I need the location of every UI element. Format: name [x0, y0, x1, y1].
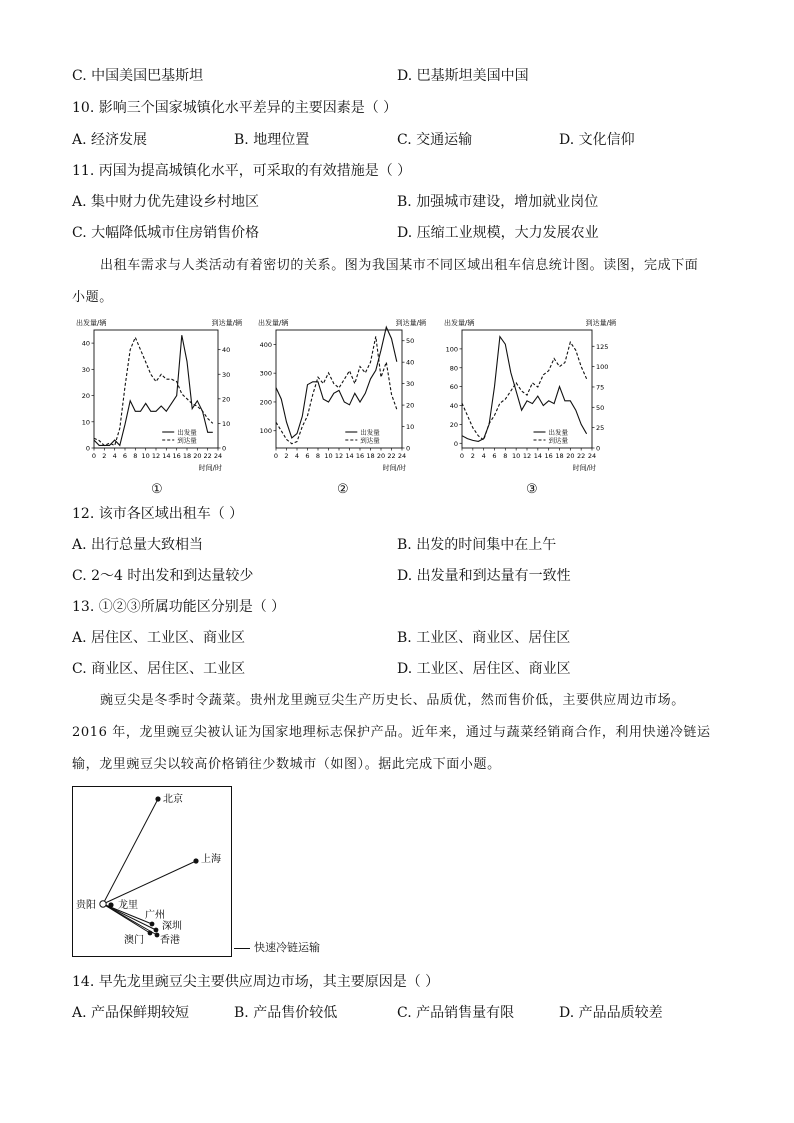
y-right-axis-label: 到达量/辆: [211, 319, 242, 327]
q12-option-a: A. 出行总量大致相当: [72, 537, 204, 553]
x-tick-label: 0: [459, 452, 465, 460]
x-tick-label: 4: [294, 452, 300, 460]
city-dot-beijing: [155, 796, 160, 801]
q10-option-b: B. 地理位置: [234, 132, 310, 148]
legend-label: 出发量: [177, 428, 197, 437]
q13-option-a: A. 居住区、工业区、商业区: [72, 630, 246, 646]
q12-option-d: D. 出发量和到达量有一致性: [397, 568, 571, 584]
legend-label: 出发量: [548, 428, 568, 437]
legend-label: 到达量: [360, 436, 380, 445]
x-tick-label: 22: [387, 452, 396, 460]
city-dot-hongkong: [155, 933, 160, 938]
route-beijing: [103, 799, 158, 904]
y-right-tick-label: 40: [222, 346, 231, 355]
chart-1-label: ①: [151, 482, 163, 497]
x-tick-label: 6: [305, 452, 310, 460]
legend-label: 到达量: [177, 436, 197, 445]
y-right-axis-label: 到达量/辆: [395, 319, 426, 327]
x-tick-label: 18: [366, 452, 375, 460]
x-tick-label: 14: [162, 452, 171, 460]
x-tick-label: 2: [102, 452, 107, 460]
y-right-tick-label: 30: [222, 370, 231, 379]
y-right-tick-label: 25: [596, 424, 605, 433]
taxi-chart-2: [256, 316, 428, 482]
x-tick-label: 24: [587, 452, 597, 460]
map-legend: [234, 939, 320, 955]
city-dot-guiyang: [100, 901, 106, 907]
y-right-tick-label: 0: [596, 444, 601, 453]
x-axis-label: 时间/时: [198, 464, 222, 472]
series-departure-line: [276, 327, 397, 438]
plot-frame: [276, 330, 402, 448]
x-tick-label: 10: [141, 452, 150, 460]
x-tick-label: 12: [522, 452, 532, 460]
q12-stem: 12. 该市各区域出租车（ ）: [72, 506, 244, 522]
y-left-axis-label: 出发量/辆: [76, 319, 107, 327]
x-tick-label: 20: [193, 452, 202, 460]
q11-option-b: B. 加强城市建设，增加就业岗位: [397, 194, 599, 210]
taxi-chart-3: [442, 316, 618, 482]
city-dot-longli: [108, 902, 113, 907]
legend-line: [234, 948, 250, 949]
city-label-beijing: 北京: [163, 794, 183, 805]
y-left-tick-label: 40: [449, 402, 458, 411]
x-tick-label: 8: [133, 452, 138, 460]
x-tick-label: 0: [91, 452, 97, 460]
q14-option-a: A. 产品保鲜期较短: [72, 1005, 190, 1021]
x-tick-label: 24: [397, 452, 407, 460]
q14-option-d: D. 产品品质较差: [559, 1005, 663, 1021]
y-right-tick-label: 50: [596, 403, 605, 412]
x-tick-label: 22: [203, 452, 212, 460]
q10-option-d: D. 文化信仰: [559, 132, 635, 148]
q14-option-c: C. 产品销售量有限: [397, 1005, 515, 1021]
passage1-line1: 出租车需求与人类活动有着密切的关系。图为我国某市不同区域出租车信息统计图。读图，完成下面: [100, 258, 699, 273]
y-left-tick-label: 80: [449, 364, 458, 373]
x-tick-label: 16: [544, 452, 553, 460]
x-tick-label: 14: [345, 452, 354, 460]
y-left-tick-label: 100: [445, 345, 458, 354]
y-left-tick-label: 0: [85, 444, 90, 453]
series-arrival-line: [462, 342, 587, 440]
y-left-tick-label: 100: [259, 427, 272, 436]
x-axis-label: 时间/时: [382, 464, 406, 472]
x-tick-label: 12: [334, 452, 344, 460]
y-right-tick-label: 20: [406, 401, 415, 410]
chart-3-label: ③: [526, 482, 538, 497]
city-dot-shenzhen: [154, 928, 159, 933]
legend-label: 到达量: [548, 436, 568, 445]
x-tick-label: 18: [555, 452, 564, 460]
x-tick-label: 8: [315, 452, 321, 460]
y-left-tick-label: 20: [81, 392, 90, 401]
x-tick-label: 22: [577, 452, 586, 460]
passage1-line2: 小题。: [72, 290, 113, 305]
y-left-tick-label: 30: [81, 365, 90, 374]
city-label-shenzhen: 深圳: [162, 921, 182, 932]
x-tick-label: 24: [213, 452, 223, 460]
y-right-tick-label: 100: [596, 363, 609, 372]
q13-option-b: B. 工业区、商业区、居住区: [397, 630, 571, 646]
x-tick-label: 2: [284, 452, 289, 460]
x-tick-label: 6: [492, 452, 497, 460]
x-tick-label: 10: [512, 452, 521, 460]
y-right-tick-label: 75: [596, 383, 605, 392]
q10-stem: 10. 影响三个国家城镇化水平差异的主要因素是（ ）: [72, 100, 398, 116]
q10-option-c: C. 交通运输: [397, 132, 473, 148]
y-right-tick-label: 125: [596, 342, 609, 351]
cold-chain-map: [72, 786, 232, 958]
x-tick-label: 4: [481, 452, 486, 460]
y-left-axis-label: 出发量/辆: [444, 319, 475, 327]
x-tick-label: 2: [470, 452, 475, 460]
q12-option-b: B. 出发的时间集中在上午: [397, 537, 557, 553]
q13-option-c: C. 商业区、居住区、工业区: [72, 661, 246, 677]
q11-option-a: A. 集中财力优先建设乡村地区: [72, 194, 260, 210]
y-right-tick-label: 20: [222, 395, 231, 404]
legend-label: 出发量: [360, 428, 380, 437]
city-label-longli: 龙里: [118, 900, 138, 911]
x-tick-label: 8: [503, 452, 508, 460]
city-label-guiyang: 贵阳: [76, 900, 96, 911]
x-tick-label: 12: [151, 452, 161, 460]
x-tick-label: 16: [355, 452, 365, 460]
city-dot-shanghai: [193, 858, 198, 863]
plot-frame: [462, 330, 592, 448]
y-left-tick-label: 200: [259, 398, 272, 407]
q13-stem: 13. ①②③所属功能区分别是（ ）: [72, 599, 286, 615]
x-tick-label: 0: [273, 452, 279, 460]
q9-option-c: C. 中国美国巴基斯坦: [72, 68, 204, 84]
taxi-chart-1: [74, 316, 244, 482]
y-left-tick-label: 60: [449, 383, 458, 392]
y-left-tick-label: 0: [453, 439, 458, 448]
passage2-line3: 输，龙里豌豆尖以较高价格销往少数城市（如图）。据此完成下面小题。: [72, 757, 501, 772]
map-frame: [73, 787, 232, 957]
x-tick-label: 18: [182, 452, 192, 460]
x-tick-label: 6: [122, 452, 128, 460]
route-shanghai: [103, 861, 196, 904]
y-right-tick-label: 30: [406, 380, 415, 389]
q11-option-d: D. 压缩工业规模，大力发展农业: [397, 225, 599, 241]
y-right-axis-label: 到达量/辆: [585, 319, 616, 327]
y-right-tick-label: 0: [222, 444, 227, 453]
chart-2-label: ②: [337, 482, 349, 497]
x-tick-label: 10: [324, 452, 333, 460]
x-tick-label: 16: [172, 452, 181, 460]
city-label-macau: 澳门: [124, 935, 144, 946]
q9-option-d: D. 巴基斯坦美国中国: [397, 68, 529, 84]
y-right-tick-label: 40: [406, 358, 415, 367]
legend-label: 快速冷链运输: [254, 941, 320, 954]
city-label-guangzhou: 广州: [145, 910, 165, 921]
passage2-line2: 2016 年，龙里豌豆尖被认证为国家地理标志保护产品。近年来，通过与蔬菜经销商合作，利用快递冷链运: [72, 725, 711, 740]
city-label-hongkong: 香港: [160, 935, 180, 946]
x-tick-label: 4: [112, 452, 117, 460]
city-label-shanghai: 上海: [201, 854, 221, 865]
q14-option-b: B. 产品售价较低: [234, 1005, 338, 1021]
y-left-tick-label: 400: [259, 340, 272, 349]
city-dot-guangzhou: [150, 922, 155, 927]
q12-option-c: C. 2～4 时出发和到达量较少: [72, 568, 254, 584]
x-tick-label: 20: [566, 452, 575, 460]
q11-stem: 11. 丙国为提高城镇化水平，可采取的有效措施是（ ）: [72, 163, 412, 179]
q13-option-d: D. 工业区、居住区、商业区: [397, 661, 571, 677]
city-dot-macau: [148, 931, 153, 936]
y-right-tick-label: 10: [222, 419, 231, 428]
y-left-tick-label: 20: [449, 420, 458, 429]
y-right-tick-label: 0: [406, 444, 411, 453]
y-left-axis-label: 出发量/辆: [258, 319, 289, 327]
q14-stem: 14. 早先龙里豌豆尖主要供应周边市场，其主要原因是（ ）: [72, 974, 440, 990]
x-tick-label: 20: [376, 452, 386, 460]
y-left-tick-label: 40: [81, 339, 90, 348]
y-right-tick-label: 10: [406, 423, 415, 432]
q10-option-a: A. 经济发展: [72, 132, 148, 148]
y-left-tick-label: 300: [259, 369, 272, 378]
passage2-line1: 豌豆尖是冬季时令蔬菜。贵州龙里豌豆尖生产历史长、品质优，然而售价低，主要供应周边市场。: [100, 693, 685, 708]
x-tick-label: 14: [533, 452, 542, 460]
x-axis-label: 时间/时: [572, 464, 596, 472]
plot-frame: [94, 330, 218, 448]
q11-option-c: C. 大幅降低城市住房销售价格: [72, 225, 260, 241]
y-left-tick-label: 10: [81, 418, 90, 427]
y-right-tick-label: 50: [406, 337, 415, 346]
